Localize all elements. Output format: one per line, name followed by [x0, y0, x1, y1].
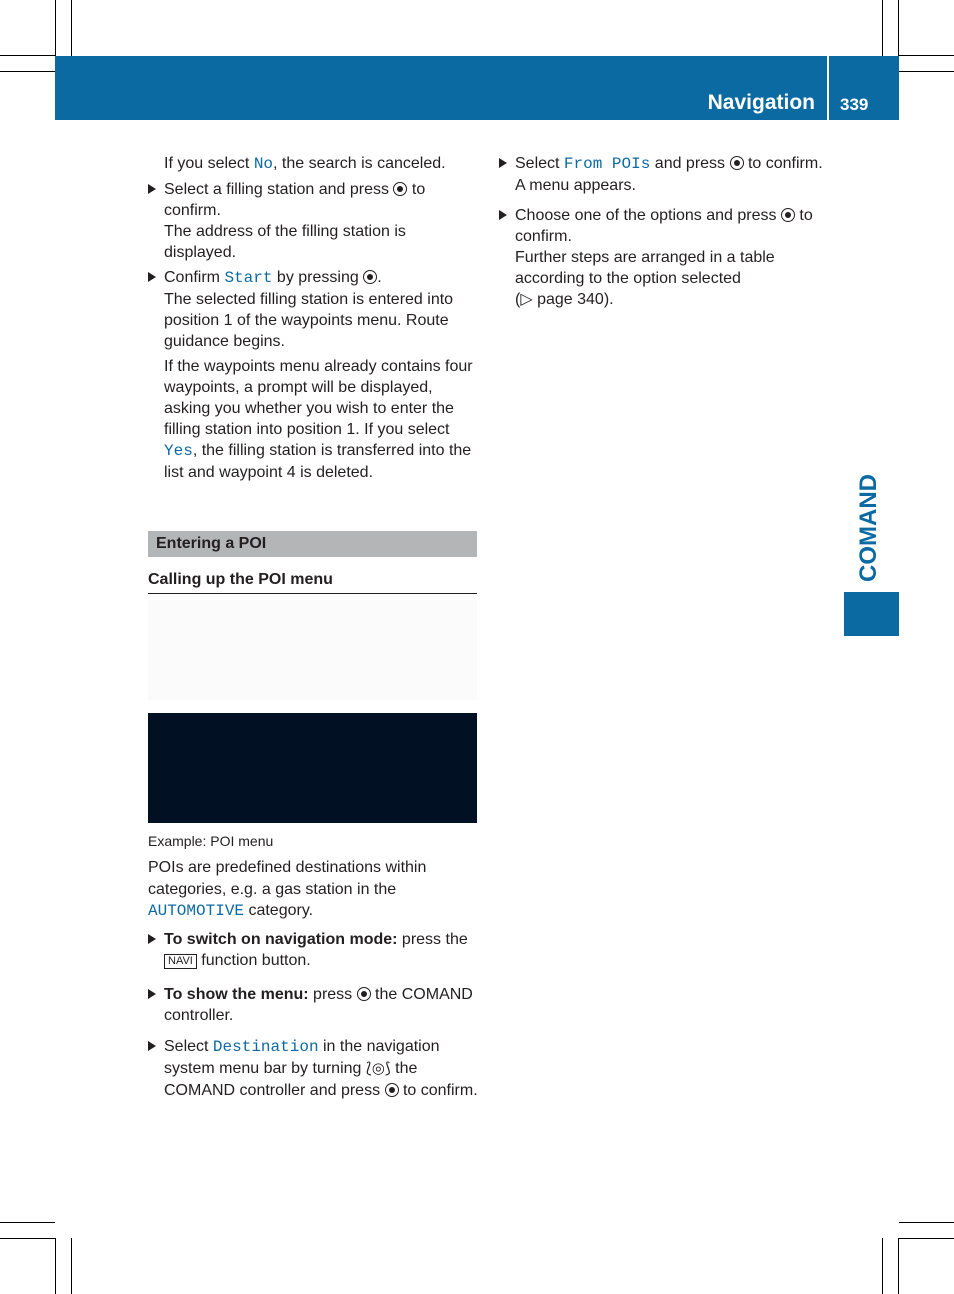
controller-press-icon: [781, 208, 795, 222]
option-from-pois: From POIs: [563, 155, 651, 173]
option-yes: Yes: [164, 442, 193, 460]
crop-mark: [882, 0, 883, 56]
section-heading: Entering a POI: [156, 535, 267, 552]
step-arrow-icon: [148, 989, 156, 999]
step-result: A menu appears.: [515, 177, 636, 194]
step-from-pois: Select From POIs and press to confirm. A menu appears.: [499, 153, 834, 196]
category-automotive: AUTOMOTIVE: [148, 902, 245, 920]
poi-section-body: [148, 857, 480, 1105]
menu-destination: Destination: [212, 1037, 319, 1056]
crop-mark: [898, 0, 899, 56]
crop-mark: [0, 55, 55, 56]
step-confirm-start: Confirm Start by pressing . The selected filling station is entered into position 1 of the waypoints menu. Route guidance begins.: [148, 267, 480, 352]
step-arrow-icon: [499, 210, 507, 220]
crop-mark: [899, 1222, 954, 1223]
controller-press-icon: [385, 1083, 399, 1097]
intro-paragraph: If you select No, the search is canceled.: [164, 155, 446, 173]
crop-mark: [55, 0, 56, 56]
crop-mark: [0, 71, 55, 72]
page-reference: (▷ page 340).: [515, 291, 614, 308]
page-title: Navigation: [707, 91, 815, 114]
controller-press-icon: [357, 987, 371, 1001]
crop-mark: [898, 1238, 899, 1294]
step-choose-option: Choose one of the options and press to confirm. Further steps are arranged in a table according to the option selected (▷ page 340).: [499, 205, 834, 310]
step-arrow-icon: [148, 1041, 156, 1051]
crop-mark: [899, 55, 954, 56]
step-arrow-icon: [148, 934, 156, 944]
crop-mark: [0, 1222, 55, 1223]
step-arrow-icon: [148, 184, 156, 194]
crop-mark: [55, 1238, 56, 1294]
subheading: Calling up the POI menu: [148, 569, 477, 594]
step-result: Further steps are arranged in a table according to the option selected: [515, 249, 775, 287]
crop-mark: [882, 1238, 883, 1294]
page-number: 339: [840, 95, 869, 114]
side-tab-marker: [844, 592, 899, 636]
step-navigation-mode: To switch on navigation mode: press the NAVI function button.: [148, 929, 480, 972]
crop-mark: [71, 1238, 72, 1294]
waypoint-note: If the waypoints menu already contains four waypoints, a prompt will be displayed, asking you whether you wish to enter the filling station into position 1. If you select Yes, the filling station is transferred into the list and waypoint 4 is deleted.: [164, 358, 473, 481]
controller-turn-icon: ⟅◎⟆: [365, 1060, 391, 1077]
right-column: [499, 153, 834, 314]
step-arrow-icon: [499, 158, 507, 168]
figure-faded-area: [148, 600, 477, 700]
crop-mark: [899, 71, 954, 72]
step-select-destination: Select Destination in the navigation system menu bar by turning ⟅◎⟆ the COMAND controller and press to confirm.: [148, 1036, 480, 1102]
step-show-menu: To show the menu: press the COMAND controller.: [148, 984, 480, 1027]
crop-mark: [71, 0, 72, 56]
step-select-station: Select a filling station and press to confirm. The address of the filling station is displayed.: [148, 179, 480, 263]
controller-press-icon: [730, 156, 744, 170]
option-start: Start: [224, 269, 273, 287]
step-arrow-icon: [148, 272, 156, 282]
crop-mark: [899, 1238, 954, 1239]
poi-menu-screen-image: [148, 713, 477, 823]
controller-press-icon: [393, 182, 407, 196]
side-tab-label: COMAND: [855, 474, 882, 582]
controller-press-icon: [363, 270, 377, 284]
step-result: The selected filling station is entered into position 1 of the waypoints menu. Route guidance begins.: [164, 291, 454, 350]
navi-button-icon: NAVI: [164, 954, 197, 969]
crop-mark: [0, 1238, 55, 1239]
poi-description: POIs are predefined destinations within categories, e.g. a gas station in the AUTOMOTIVE category.: [148, 859, 427, 920]
option-no: No: [253, 155, 274, 173]
left-column: [148, 153, 480, 487]
step-result: The address of the filling station is displayed.: [164, 223, 406, 261]
header-divider: [827, 56, 829, 120]
figure-caption: Example: POI menu: [148, 833, 274, 849]
